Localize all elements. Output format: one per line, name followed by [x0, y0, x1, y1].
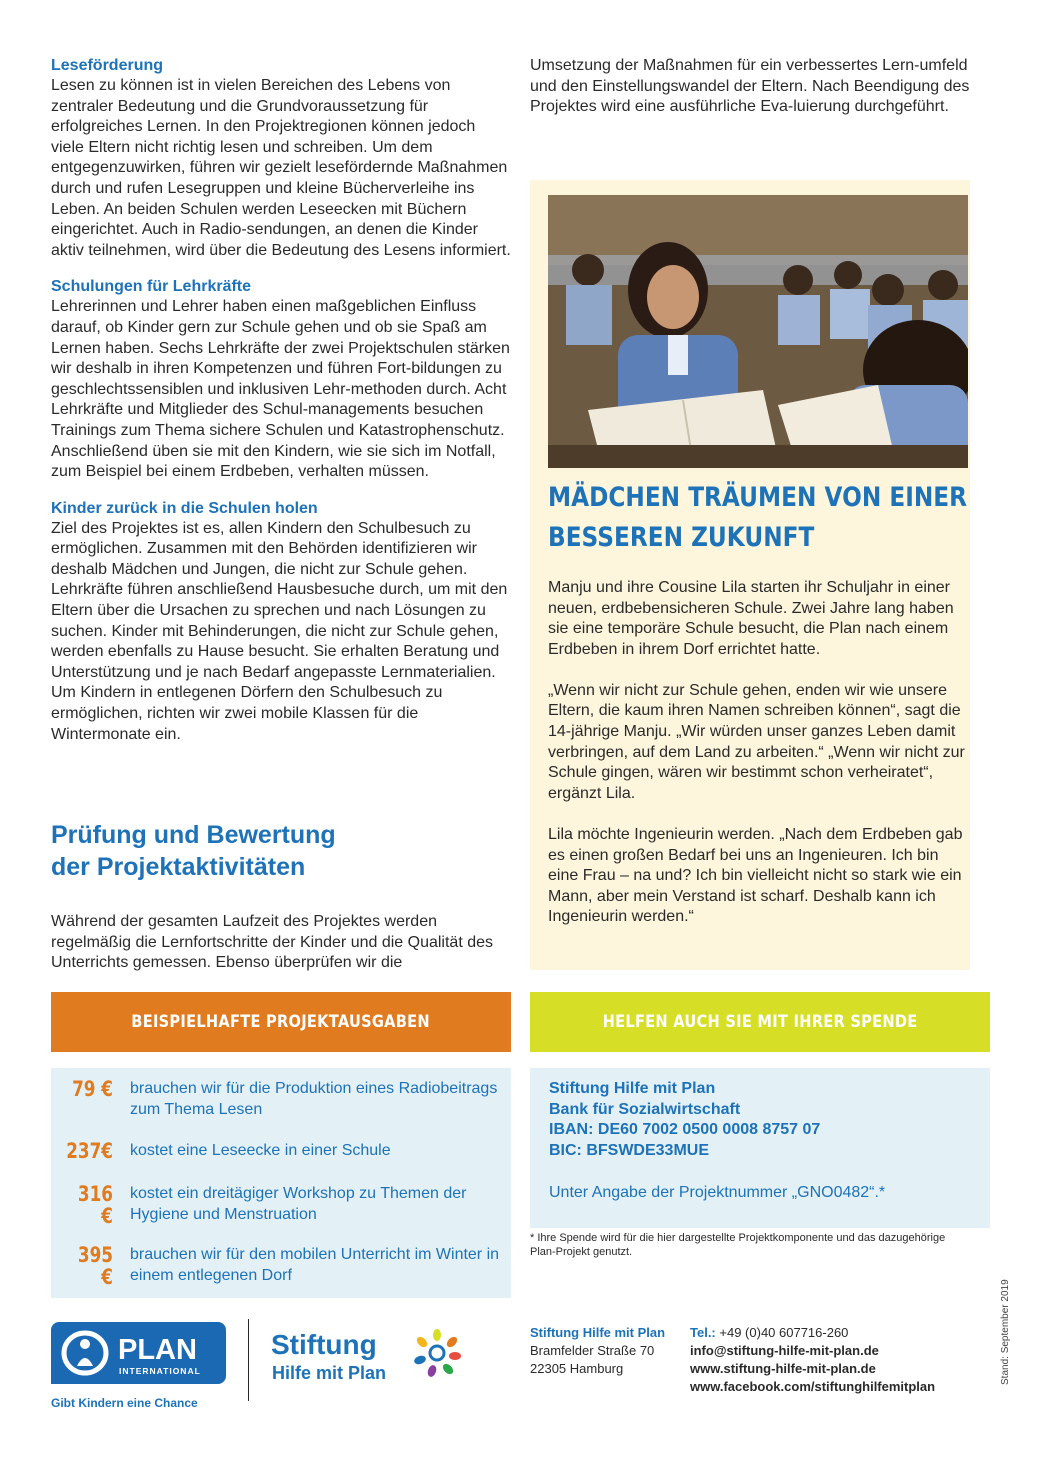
expense-text: kostet eine Leseecke in einer Schule — [130, 1142, 391, 1159]
classroom-photo — [548, 195, 968, 468]
footnote: * Ihre Spende wird für die hier dargestellte Projektkomponente und das dazugehörige Plan-Projekt genutzt. — [530, 1232, 946, 1258]
logo-divider — [248, 1319, 249, 1401]
story-paragraph: Manju und ihre Cousine Lila starten ihr Schuljahr in einer neuen, erdbebensicheren Schule. Zwei Jahre lang haben sie eine temporäre Schule besucht, die Plan nach einem Erdbeben in ihrem Dorf errichtet hatte. — [548, 579, 954, 658]
project-reference: Unter Angabe der Projektnummer „GNO0482“.* — [549, 1184, 886, 1201]
expense-amount: 395 € — [77, 1243, 113, 1289]
evaluation-text: Während der gesamten Laufzeit des Projektes werden regelmäßig die Lernfortschritte der Kinder und die Qualität des Unterrichts gemessen. Ebenso überprüfen wir die — [51, 913, 494, 972]
expense-text: brauchen wir für die Produktion eines Radiobeitrags zum Thema Lesen — [130, 1080, 498, 1118]
contact-email[interactable]: info@stiftung-hilfe-mit-plan.de — [690, 1343, 879, 1358]
expense-amount: 316 € — [77, 1182, 113, 1228]
section-schulungen — [51, 277, 511, 482]
donate-banner-label: HELFEN AUCH SIE MIT IHRER SPENDE — [602, 1012, 918, 1032]
expenses-box — [51, 1068, 511, 1298]
bank-bic: BIC: BFSWDE33MUE — [549, 1141, 710, 1159]
expense-text: brauchen wir für den mobilen Unterricht im Winter in einem entlegenen Dorf — [130, 1246, 500, 1284]
evaluation-heading — [51, 819, 491, 883]
plan-wordmark: PLAN — [118, 1334, 197, 1366]
section-text: Ziel des Projektes ist es, allen Kindern den Schulbesuch zu ermöglichen. Zusammen mit den Behörden identifizieren wir deshalb Mädchen und Jungen, die nicht zur Schule gehen. Lehrkräfte führen anschließend Hausbesuche durch, um mit den Eltern über die Ursachen zu sprechen und nach Lösungen zu suchen. Kinder mit Behinderungen, die nicht zur Schule gehen, werden ebenfalls zu Hause besucht. Sie erhalten Beratung und Unterstützung und je nach Bedarf angepasste Lernmaterialien. Um Kindern in entlegenen Dörfern den Schulbesuch zu ermöglichen, richten wir zwei mobile Klassen für die Wintermonate ein. — [51, 519, 508, 743]
section-lesefoerderung — [51, 56, 511, 261]
section-heading: Schulungen für Lehrkräfte — [51, 278, 252, 296]
bank-details — [549, 1079, 969, 1161]
bank-name: Bank für Sozialwirtschaft — [549, 1100, 741, 1118]
bank-recipient: Stiftung Hilfe mit Plan — [549, 1080, 716, 1097]
section-text: Lesen zu können ist in vielen Bereichen des Lebens von zentraler Bedeutung und die Grundvoraussetzung für erfolgreiches Lernen. In den Projektregionen können jedoch viele Eltern nicht richtig lesen und schreiben. Um dem entgegenzuwirken, führen wir gezielt lesefördernde Maßnahmen durch und rufen Lesegruppen und kleine Bücherverleihe ins Leben. An beiden Schulen werden Leseecken mit Büchern eingerichtet. Auch in Radio-sendungen, an denen die Kinder aktiv teilnehmen, wird über die Bedeutung des Lesens informiert. — [51, 77, 511, 259]
story-heading — [548, 478, 968, 558]
bank-iban: IBAN: DE60 7002 0500 0008 8757 07 — [549, 1121, 821, 1139]
story-paragraph: „Wenn wir nicht zur Schule gehen, enden wir wie unsere Eltern, die kaum ihren Namen schreiben können“, sagt die 14-jährige Manju. „Wir würden unser ganzes Leben damit verbringen, auf dem Land zu arbeiten.“ „Wenn wir nicht zur Schule gingen, wären wir bestimmt schon verheiratet“, ergänzt Lila. — [548, 681, 965, 802]
story-paragraph: Lila möchte Ingenieurin werden. „Nach dem Erdbeben gab es einen großen Bedarf bei uns an Ingenieuren. Ich bin eine Frau – na und? Ich bin vielleicht nicht so stark wie ein Mann, aber mein Verstand ist scharf. Deshalb kann ich Ingenieurin werden.“ — [548, 825, 963, 926]
section-kinder-zurueck — [51, 499, 511, 746]
section-heading: Kinder zurück in die Schulen holen — [51, 499, 318, 517]
phone-label: Tel.: — [690, 1325, 716, 1340]
contact-org: Stiftung Hilfe mit Plan — [530, 1325, 666, 1340]
plan-globe-icon — [55, 1322, 117, 1384]
donate-banner — [530, 992, 990, 1052]
story-heading-line1: MÄDCHEN TRÄUMEN VON EINER — [548, 482, 968, 513]
sun-flower-icon — [412, 1328, 462, 1378]
left-column — [51, 56, 511, 761]
contact-street: Bramfelder Straße 70 — [530, 1343, 655, 1358]
expenses-banner — [51, 992, 511, 1052]
section-text: Lehrerinnen und Lehrer haben einen maßgeblichen Einfluss darauf, ob Kinder gern zur Schule gehen und ob sie Spaß am Lernen haben. Sechs Lehrkräfte der zwei Projektschulen stärken wir deshalb in ihren Kompetenzen und führen Fort-bildungen zu geschlechtssensiblen und inklusiven Lehr-methoden durch. Acht Lehrkräfte und Mitglieder des Schul-managements besuchen Trainings zum Thema sichere Schulen und Katastrophenschutz. Anschließend üben sie mit den Kindern, wie sie sich im Notfall, zum Beispiel bei einem Erdbeben, verhalten müssen. — [51, 298, 510, 481]
contact-online — [690, 1324, 935, 1396]
stiftung-wordmark: Stiftung — [271, 1329, 377, 1360]
evaluation-heading-line2: der Projektaktivitäten — [51, 853, 306, 881]
continuation-text: Umsetzung der Maßnahmen für ein verbessertes Lern-umfeld und den Einstellungswandel der Eltern. Nach Beendigung des Projektes wird eine ausführliche Eva-luierung durchgeführt. — [530, 57, 970, 116]
date-stamp: Stand: September 2019 — [1000, 1279, 1011, 1385]
photo-illustration — [548, 195, 968, 468]
expense-amount: 237€ — [66, 1139, 113, 1163]
expenses-banner-label: BEISPIELHAFTE PROJEKTAUSGABEN — [131, 1012, 431, 1032]
stiftung-subline: Hilfe mit Plan — [272, 1363, 387, 1383]
contact-address — [530, 1324, 665, 1378]
contact-website[interactable]: www.stiftung-hilfe-mit-plan.de — [690, 1361, 876, 1376]
section-heading: Leseförderung — [51, 57, 164, 74]
story-text — [548, 578, 968, 948]
plan-tagline: Gibt Kindern eine Chance — [51, 1396, 198, 1410]
contact-city: 22305 Hamburg — [530, 1361, 624, 1376]
phone-number[interactable]: +49 (0)40 607716-260 — [719, 1325, 849, 1340]
story-heading-line2: BESSEREN ZUKUNFT — [548, 522, 815, 553]
plan-subline: INTERNATIONAL — [119, 1366, 201, 1376]
expense-text: kostet ein dreitägiger Workshop zu Themen der Hygiene und Menstruation — [130, 1185, 467, 1223]
contact-facebook[interactable]: www.facebook.com/stiftunghilfemitplan — [690, 1379, 936, 1394]
evaluation-heading-line1: Prüfung und Bewertung — [51, 821, 336, 849]
expense-amount: 79 € — [72, 1077, 113, 1101]
contact-phone-line — [690, 1324, 935, 1342]
